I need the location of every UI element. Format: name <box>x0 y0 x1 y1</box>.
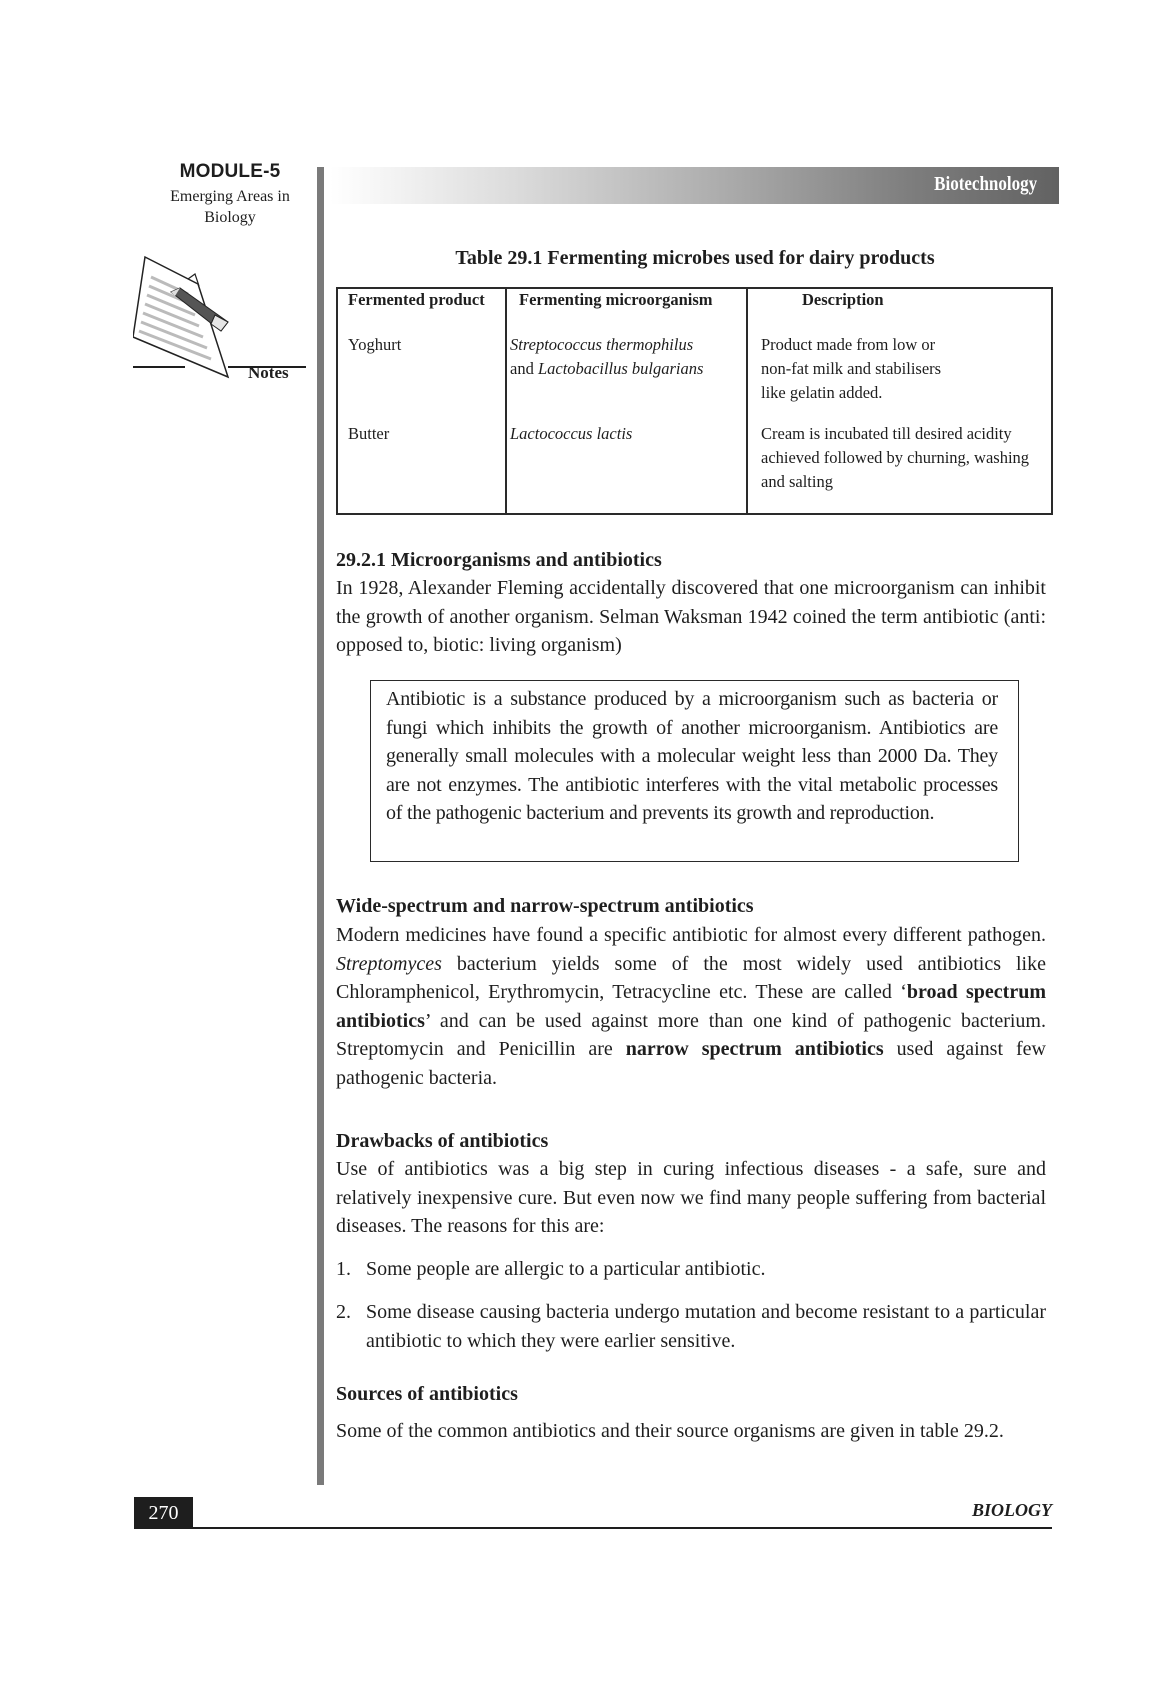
table-column-divider <box>746 289 748 513</box>
table-caption: Table 29.1 Fermenting microbes used for dairy products <box>455 247 935 269</box>
section-paragraph: Use of antibiotics was a big step in curing infectious diseases - a safe, sure and relatively inexpensive cure. But even now we find many people suffering from bacterial diseases. The reasons for this are: <box>336 1158 1046 1237</box>
organism-name: Lactobacillus bulgarians <box>537 359 704 378</box>
organism-conjunction: and <box>510 359 538 378</box>
definition-box-text: Antibiotic is a substance produced by a microorganism such as bacteria or fungi which inhibits the growth of another microorganism. Antibiotics are generally small molecules with a molecular weight less than 2000 Da. They are not enzymes. The antibiotic interferes with the vital metabolic processes of the pathogenic bacterium and prevents its growth and reproduction. <box>386 688 998 824</box>
organism-name: Streptococcus thermophilus <box>510 335 694 354</box>
footer-subject: BIOLOGY <box>972 1500 1052 1520</box>
section-paragraph: In 1928, Alexander Fleming accidentally discovered that one microorganism can inhibit the growth of another organism. Selman Waksman 1942 coined the term antibiotic (anti: opposed to, biotic: living organism) <box>336 577 1046 656</box>
table-header-description: Description <box>802 290 884 309</box>
section-heading: Drawbacks of antibiotics <box>336 1130 549 1152</box>
chapter-title: Biotechnology <box>934 173 1037 195</box>
table-header-product: Fermented product <box>348 290 485 309</box>
section-heading: Sources of antibiotics <box>336 1383 518 1405</box>
description-line: like gelatin added. <box>761 383 883 402</box>
description-line: Cream is incubated till desired acidity <box>761 424 1012 443</box>
table-cell-organism <box>510 333 703 381</box>
list-text: Some people are allergic to a particular antibiotic. <box>366 1258 766 1280</box>
page-number: 270 <box>134 1497 193 1529</box>
section-paragraph: Modern medicines have found a specific antibiotic for almost every different pathogen. Streptomyces bacterium yields some of the most widely used antibiotics like Chloramphenicol, Erythromycin, Tetracycline etc. These are called ‘broad spectrum antibiotics’ and can be used against more than one kind of pathogenic bacterium. Streptomycin and Penicillin are narrow spectrum antibiotics used against few pathogenic bacteria. <box>336 924 1046 1089</box>
list-text: Some disease causing bacteria undergo mutation and become resistant to a particular antibiotic to which they were earlier sensitive. <box>366 1301 1046 1352</box>
description-line: achieved followed by churning, washing <box>761 448 1030 467</box>
notepad-pencil-icon <box>133 252 243 382</box>
description-line: and salting <box>761 472 833 491</box>
module-subtitle <box>150 186 310 228</box>
description-line: Product made from low or <box>761 335 936 354</box>
table-cell-product: Yoghurt <box>348 335 402 354</box>
table-column-divider <box>505 289 507 513</box>
module-subtitle-line1: Emerging Areas in <box>170 188 290 205</box>
chapter-header-band <box>330 167 1059 204</box>
notes-rule-left <box>133 366 185 368</box>
list-item <box>336 1298 1046 1355</box>
footer-rule <box>193 1527 1052 1529</box>
key-term: broad spectrum antibiotics <box>336 981 1046 1032</box>
module-subtitle-line2: Biology <box>204 209 256 226</box>
table-cell-description <box>761 333 941 405</box>
table-cell-description <box>761 422 1046 494</box>
table-cell-product: Butter <box>348 424 390 443</box>
section-heading: 29.2.1 Microorganisms and antibiotics <box>336 549 662 571</box>
section-heading: Wide-spectrum and narrow-spectrum antibiotics <box>336 895 754 917</box>
list-item <box>336 1255 1046 1284</box>
description-line: non-fat milk and stabilisers <box>761 359 942 378</box>
organism-name: Streptomyces <box>336 952 442 975</box>
module-title: MODULE-5 <box>179 161 281 182</box>
section-paragraph: Some of the common antibiotics and their source organisms are given in table 29.2. <box>336 1420 1004 1442</box>
fermenting-microbes-table <box>336 287 1053 515</box>
key-term: narrow spectrum antibiotics <box>625 1038 884 1060</box>
table-header-organism: Fermenting microorganism <box>519 290 713 309</box>
notes-label: Notes <box>248 363 289 382</box>
margin-divider-bar <box>317 167 324 1485</box>
list-number: 2. <box>336 1301 351 1323</box>
table-cell-organism: Lactococcus lactis <box>510 424 633 443</box>
list-number: 1. <box>336 1258 351 1280</box>
